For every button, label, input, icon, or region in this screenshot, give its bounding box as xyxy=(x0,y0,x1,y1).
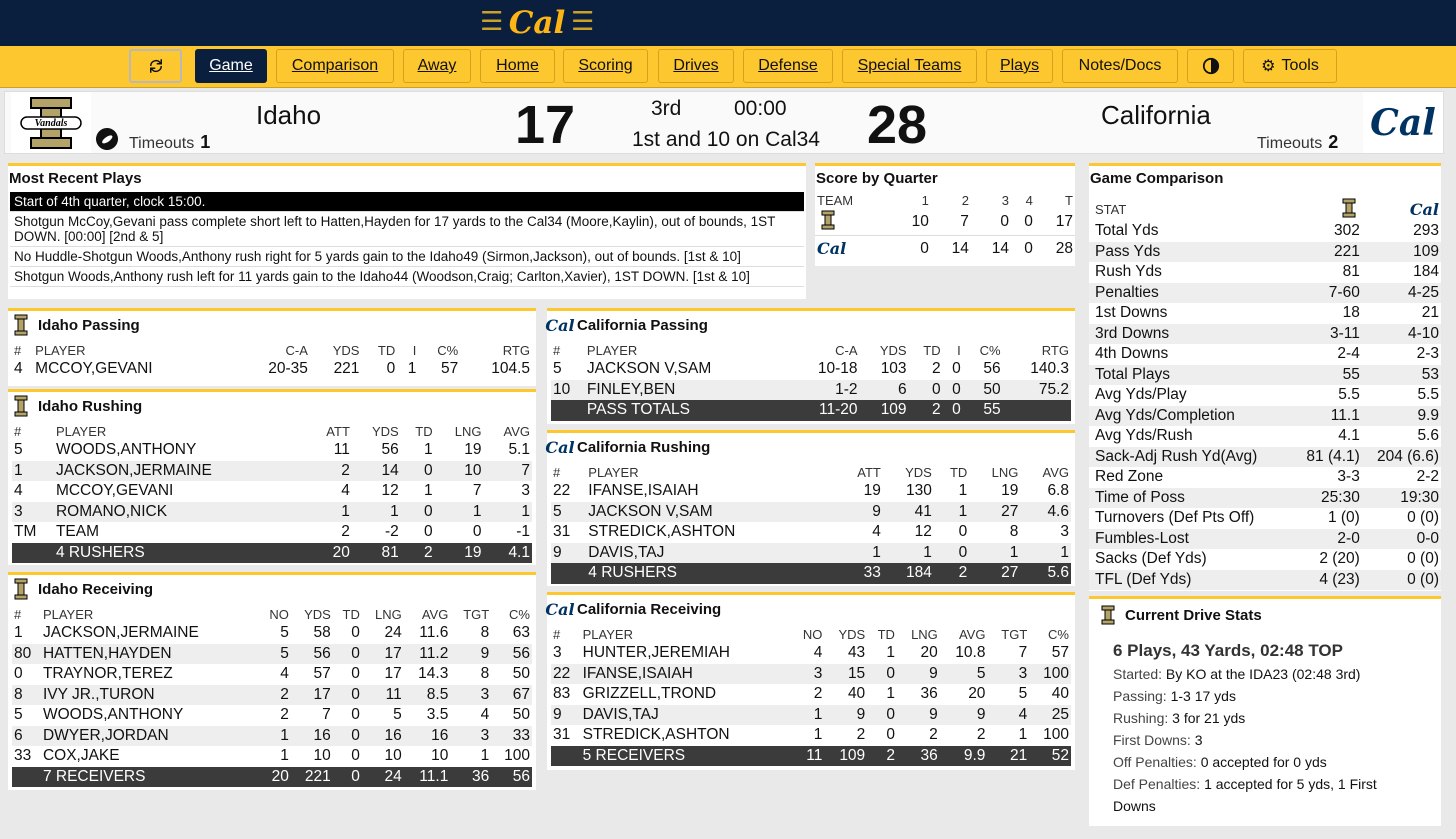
gears-icon: ⚙ xyxy=(1261,58,1276,75)
table-row: 10 7 0 0 17 xyxy=(815,209,1075,236)
idaho-rushing-table: # PLAYER ATT YDS TD LNG AVG 5 WOODS,ANTHONY 11 56 1 19 5.1 1 JACKSON,JERMAINE 2 14 0 10 7 4 MCCOY,GEVANI 4 12 1 7 3 3 ROMANO,NICK 1 1 0 1 1 TM TEAM 2 -2 0 0 -1 4 RUSHERS 20 81 2 19 4.1 xyxy=(12,422,532,563)
table-row: 9 DAVIS,TAJ 1 9 0 9 9 4 25 xyxy=(551,705,1071,726)
total-row: PASS TOTALS 11-20 109 2 0 55 xyxy=(551,400,1071,421)
drive-line: First Downs: 3 xyxy=(1113,732,1203,748)
nav-bar xyxy=(0,46,1456,88)
game-comparison-title: Game Comparison xyxy=(1090,170,1224,187)
table-row: TM TEAM 2 -2 0 0 -1 xyxy=(14,523,530,541)
tab-home[interactable]: Home xyxy=(480,49,555,83)
play-item[interactable]: Shotgun McCoy,Gevani pass complete short left to Hatten,Hayden for 17 yards to the Cal34 (Moore,Kaylin), out of bounds, 1ST DOWN. [00:00] [2nd & 5] xyxy=(10,212,804,247)
comparison-row: 3rd Downs 3-11 4-10 xyxy=(1089,324,1441,345)
tab-comparison[interactable]: Comparison xyxy=(276,49,394,83)
contrast-toggle[interactable] xyxy=(1187,49,1234,83)
tab-notes-docs[interactable]: Notes/Docs xyxy=(1062,49,1178,83)
cal-rushing-table: # PLAYER ATT YDS TD LNG AVG 22 IFANSE,ISAIAH 19 130 1 19 6.8 5 JACKSON V,SAM 9 41 1 27 4.6 31 STREDICK,ASHTON 4 12 0 8 3 9 DAVIS,TAJ 1 1 0 1 1 4 RUSHERS 33 184 2 27 5.6 xyxy=(551,463,1071,584)
table-row: 80 HATTEN,HAYDEN 5 56 0 17 11.2 9 56 xyxy=(12,644,532,665)
california-receiving-panel xyxy=(547,592,1075,770)
home-timeouts: Timeouts 2 xyxy=(1257,132,1339,152)
total-row: 4 RUSHERS 20 81 2 19 4.1 xyxy=(12,543,532,564)
section-title: Cal California Receiving xyxy=(545,599,722,619)
comparison-row: Avg Yds/Play 5.5 5.5 xyxy=(1095,386,1439,404)
play-item[interactable]: No Huddle-Shotgun Woods,Anthony rush right for 5 yards gain to the Idaho49 (Sirmon,Jackson), out of bounds. [1st & 10] xyxy=(10,247,804,267)
comparison-row: Fumbles-Lost 2-0 0-0 xyxy=(1089,529,1441,550)
idaho-logo xyxy=(10,578,32,600)
idaho-passing-table: # PLAYER C-A YDS TD I C% RTG 4 MCCOY,GEVANI 20-35 221 0 1 57 104.5 xyxy=(12,341,532,380)
drive-stats xyxy=(1089,631,1441,825)
section-title: Idaho Receiving xyxy=(8,575,536,605)
california-passing-panel xyxy=(547,308,1075,424)
table-row: 5 WOODS,ANTHONY 2 7 0 5 3.5 4 50 xyxy=(14,706,530,724)
tab-plays[interactable]: Plays xyxy=(986,49,1053,83)
idaho-logo xyxy=(817,209,839,231)
recent-plays-title: Most Recent Plays xyxy=(9,170,142,187)
idaho-receiving-table: # PLAYER NO YDS TD LNG AVG TGT C% 1 JACKSON,JERMAINE 5 58 0 24 11.6 8 63 80 HATTEN,HAYDEN 5 56 0 17 11.2 9 56 0 TRAYNOR,TEREZ 4 57 0 17 14.3 8 50 8 IVY JR.,TURON 2 17 0 11 8.5 3 67 5 WOODS,ANTHONY 2 7 0 5 3.5 4 50 6 DWYER,JORDAN 1 16 0 16 16 3 33 33 COX,JAKE 1 10 0 10 10 1 100 7 RECEIVERS 20 221 0 24 11.1 36 56 xyxy=(12,605,532,787)
tab-drives[interactable]: Drives xyxy=(658,49,734,83)
play-item[interactable]: Start of 4th quarter, clock 15:00. xyxy=(10,192,804,212)
cal-logo: Cal xyxy=(545,437,575,457)
drive-line: Rushing: 3 for 21 yds xyxy=(1113,710,1246,726)
idaho-logo xyxy=(10,395,32,417)
comparison-row: 1st Downs 18 21 xyxy=(1095,304,1439,322)
table-row: 5 WOODS,ANTHONY 11 56 1 19 5.1 xyxy=(14,441,530,459)
quarter: 3rd xyxy=(651,97,682,120)
table-row: 83 GRIZZELL,TROND 2 40 1 36 20 5 40 xyxy=(553,685,1069,703)
away-timeouts: Timeouts 1 xyxy=(129,132,211,152)
comparison-row: Avg Yds/Completion 11.1 9.9 xyxy=(1089,406,1441,427)
drive-line: Def Penalties: 1 accepted for 5 yds, 1 First Downs xyxy=(1113,776,1377,814)
table-row: 31 STREDICK,ASHTON 4 12 0 8 3 xyxy=(553,523,1069,541)
table-row: 6 DWYER,JORDAN 1 16 0 16 16 3 33 xyxy=(12,726,532,747)
tab-away[interactable]: Away xyxy=(403,49,471,83)
comparison-row: Total Plays 55 53 xyxy=(1089,365,1441,386)
refresh-icon xyxy=(147,57,165,75)
menu-icon[interactable]: ☰ xyxy=(480,6,504,36)
play-item[interactable]: Shotgun Woods,Anthony rush left for 11 yards gain to the Idaho44 (Woodson,Craig; Carlton,Xavier), 1ST DOWN. [1st & 10] xyxy=(10,267,804,287)
current-drive-title: Current Drive Stats xyxy=(1089,599,1441,631)
table-row: 31 STREDICK,ASHTON 1 2 0 2 2 1 100 xyxy=(553,726,1069,744)
game-comparison-panel xyxy=(1089,163,1441,591)
tab-scoring[interactable]: Scoring xyxy=(563,49,648,83)
idaho-receiving-panel xyxy=(8,572,536,790)
scoreboard xyxy=(4,91,1444,154)
drive-line: Passing: 1-3 17 yds xyxy=(1113,688,1236,704)
tools-button[interactable] xyxy=(1243,49,1337,83)
cal-receiving-table: # PLAYER NO YDS TD LNG AVG TGT C% 3 HUNTER,JEREMIAH 4 43 1 20 10.8 7 57 22 IFANSE,ISAIAH 3 15 0 9 5 3 100 83 GRIZZELL,TROND 2 40 1 36 20 5 40 9 DAVIS,TAJ 1 9 0 9 9 4 25 31 STREDICK,ASHTON 1 2 0 2 2 1 100 5 RECEIVERS 11 109 2 36 9.9 21 52 xyxy=(551,625,1071,766)
idaho-passing-panel xyxy=(8,308,536,386)
top-bar xyxy=(0,0,1456,46)
table-row: 1 JACKSON,JERMAINE 5 58 0 24 11.6 8 63 xyxy=(14,624,530,642)
drive-line: Started: By KO at the IDA23 (02:48 3rd) xyxy=(1113,666,1361,682)
comparison-row: Time of Poss 25:30 19:30 xyxy=(1089,488,1441,509)
table-row: 1 JACKSON,JERMAINE 2 14 0 10 7 xyxy=(12,461,532,482)
cal-logo: Cal xyxy=(545,599,575,619)
recent-plays-panel xyxy=(8,163,806,299)
cal-logo: Cal xyxy=(508,5,566,41)
drive-summary: 6 Plays, 43 Yards, 02:48 TOP xyxy=(1113,641,1343,660)
contrast-icon xyxy=(1202,57,1220,75)
table-row: 3 HUNTER,JEREMIAH 4 43 1 20 10.8 7 57 xyxy=(553,644,1069,662)
away-score: 17 xyxy=(515,95,576,155)
tab-special-teams[interactable]: Special Teams xyxy=(842,49,977,83)
section-title: Idaho Rushing xyxy=(8,392,536,422)
section-title: Cal California Rushing xyxy=(545,437,711,457)
refresh-button[interactable] xyxy=(129,49,182,83)
comparison-row: Sacks (Def Yds) 2 (20) 0 (0) xyxy=(1095,550,1439,568)
idaho-logo xyxy=(1097,604,1119,626)
comparison-row: Sack-Adj Rush Yd(Avg) 81 (4.1) 204 (6.6) xyxy=(1089,447,1441,468)
score-by-quarter-title: Score by Quarter xyxy=(816,170,938,187)
table-row: 5 JACKSON V,SAM 9 41 1 27 4.6 xyxy=(551,502,1071,523)
california-rushing-panel xyxy=(547,430,1075,586)
comparison-row: Pass Yds 221 109 xyxy=(1089,242,1441,263)
idaho-rushing-panel xyxy=(8,389,536,565)
comparison-row: Turnovers (Def Pts Off) 1 (0) 0 (0) xyxy=(1095,509,1439,527)
cal-passing-table: # PLAYER C-A YDS TD I C% RTG 5 JACKSON V,SAM 10-18 103 2 0 56 140.3 10 FINLEY,BEN 1-2 6 0 0 50 75.2 PASS TOTALS 11-20 109 2 0 55 xyxy=(551,341,1071,421)
total-row: 7 RECEIVERS 20 221 0 24 11.1 36 56 xyxy=(12,767,532,788)
comparison-row: 4th Downs 2-4 2-3 xyxy=(1095,345,1439,363)
table-row: 3 ROMANO,NICK 1 1 0 1 1 xyxy=(12,502,532,523)
table-row: 5 JACKSON V,SAM 10-18 103 2 0 56 140.3 xyxy=(553,360,1069,378)
away-team-name: Idaho xyxy=(256,100,322,130)
idaho-logo xyxy=(1338,197,1360,219)
cal-logo: Cal xyxy=(1363,92,1443,153)
table-row: 4 MCCOY,GEVANI 4 12 1 7 3 xyxy=(14,482,530,500)
table-row: 4 MCCOY,GEVANI 20-35 221 0 1 57 104.5 xyxy=(14,360,530,378)
cal-logo: Cal xyxy=(545,315,575,335)
table-row: 9 DAVIS,TAJ 1 1 0 1 1 xyxy=(551,543,1071,564)
menu-icon[interactable]: ☰ xyxy=(571,6,595,36)
drive-line: Off Penalties: 0 accepted for 0 yds xyxy=(1113,754,1327,770)
svg-text:Vandals: Vandals xyxy=(34,117,68,129)
table-row: 33 COX,JAKE 1 10 0 10 10 1 100 xyxy=(14,747,530,765)
home-score: 28 xyxy=(867,95,928,155)
total-row: 5 RECEIVERS 11 109 2 36 9.9 21 52 xyxy=(551,746,1071,767)
comparison-row: Penalties 7-60 4-25 xyxy=(1089,283,1441,304)
tab-game[interactable]: Game xyxy=(195,49,267,83)
cal-logo: Cal xyxy=(1409,199,1439,219)
cal-logo: Cal xyxy=(817,238,847,258)
current-drive-panel xyxy=(1089,596,1441,826)
table-row: 22 IFANSE,ISAIAH 3 15 0 9 5 3 100 xyxy=(551,664,1071,685)
score-by-quarter-panel xyxy=(815,163,1075,266)
recent-plays-list xyxy=(8,192,806,287)
comparison-row: Avg Yds/Rush 4.1 5.6 xyxy=(1095,427,1439,445)
comparison-row: Red Zone 3-3 2-2 xyxy=(1095,468,1439,486)
section-title: Cal California Passing xyxy=(545,315,708,335)
football-icon xyxy=(92,124,123,155)
comparison-row: Total Yds 302 293 xyxy=(1095,222,1439,240)
table-row: Cal 0 14 14 0 28 xyxy=(815,236,1075,262)
table-row: 22 IFANSE,ISAIAH 19 130 1 19 6.8 xyxy=(553,482,1069,500)
section-title: Idaho Passing xyxy=(8,311,536,341)
total-row: 4 RUSHERS 33 184 2 27 5.6 xyxy=(551,563,1071,584)
comparison-row: Rush Yds 81 184 xyxy=(1095,263,1439,281)
comparison-row: TFL (Def Yds) 4 (23) 0 (0) xyxy=(1089,570,1441,591)
table-row: 8 IVY JR.,TURON 2 17 0 11 8.5 3 67 xyxy=(12,685,532,706)
table-row: 10 FINLEY,BEN 1-2 6 0 0 50 75.2 xyxy=(551,380,1071,401)
idaho-logo xyxy=(11,92,91,153)
tab-defense[interactable]: Defense xyxy=(743,49,833,83)
table-row: 0 TRAYNOR,TEREZ 4 57 0 17 14.3 8 50 xyxy=(14,665,530,683)
down-distance: 1st and 10 on Cal34 xyxy=(632,128,820,151)
score-by-quarter-table: TEAM 1 2 3 4 T 10 7 0 0 17 Cal 0 14 14 0 28 xyxy=(815,191,1075,262)
tools-label: Tools xyxy=(1281,57,1319,74)
game-comparison-table: STAT Cal Total Yds 302 293 Pass Yds 221 109 Rush Yds 81 184 Penalties 7-60 4-25 1st Downs 18 21 3rd Downs 3-11 4-10 4th Downs 2-4 2-3 Total Plays 55 53 Avg Yds/Play 5.5 5.5 Avg Yds/Completion 11.1 9.9 Avg Yds/Rush 4.1 5.6 Sack-Adj Rush Yd(Avg) 81 (4.1) 204 (6.6) Red Zone 3-3 2-2 Time of Poss 25:30 19:30 Turnovers (Def Pts Off) 1 (0) 0 (0) Fumbles-Lost 2-0 0-0 Sacks (Def Yds) 2 (20) 0 (0) TFL (Def Yds) 4 (23) 0 (0) xyxy=(1089,197,1441,590)
idaho-logo xyxy=(10,314,32,336)
game-clock: 00:00 xyxy=(734,97,787,120)
home-team-name: California xyxy=(1101,100,1211,130)
